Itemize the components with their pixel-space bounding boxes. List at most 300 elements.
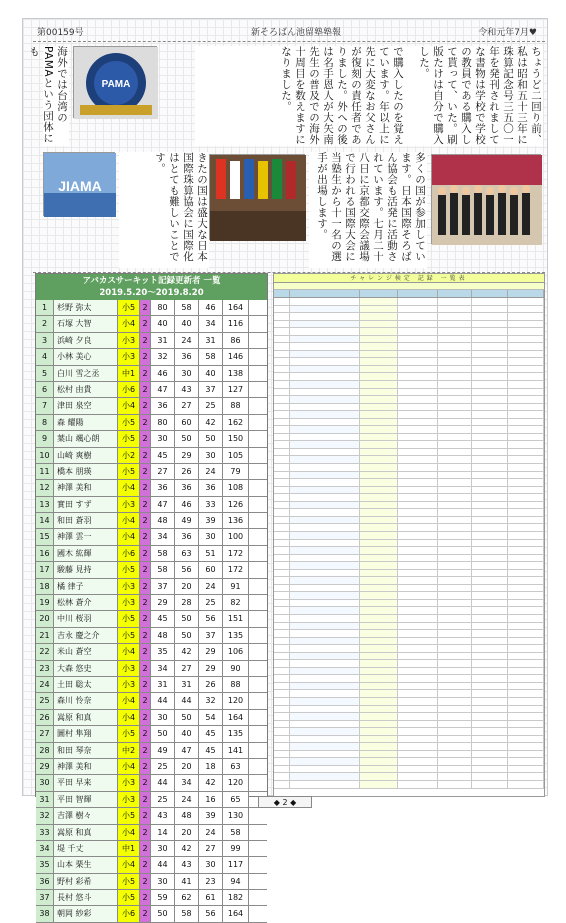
table-cell: 37 bbox=[199, 382, 223, 397]
table-cell: 小5 bbox=[118, 874, 140, 889]
table-cell: 24 bbox=[36, 677, 54, 692]
table-cell bbox=[274, 313, 290, 320]
table-cell bbox=[360, 419, 398, 426]
table-cell: 松村 由貴 bbox=[54, 382, 118, 397]
table-row bbox=[36, 513, 267, 529]
table-cell: 45 bbox=[151, 611, 175, 626]
table-cell: 2 bbox=[140, 480, 151, 495]
table-cell bbox=[438, 653, 472, 660]
table-cell: 49 bbox=[151, 743, 175, 758]
table-cell bbox=[508, 721, 544, 728]
table-cell: 37 bbox=[199, 628, 223, 643]
table-cell: 2 bbox=[140, 316, 151, 331]
table-cell: 80 bbox=[151, 300, 175, 315]
table-cell bbox=[438, 668, 472, 675]
table-cell: 58 bbox=[175, 300, 199, 315]
table-cell bbox=[274, 449, 290, 456]
table-cell: 2 bbox=[140, 595, 151, 610]
table-row bbox=[274, 434, 544, 442]
table-cell bbox=[438, 509, 472, 516]
table-cell: 33 bbox=[36, 825, 54, 840]
table-cell: 橘 律子 bbox=[54, 579, 118, 594]
table-cell: 44 bbox=[151, 857, 175, 872]
table-cell: 小5 bbox=[118, 726, 140, 741]
table-cell: 2 bbox=[140, 546, 151, 561]
table-cell bbox=[438, 343, 472, 350]
table-cell bbox=[398, 358, 438, 365]
table-cell bbox=[274, 396, 290, 403]
table-cell: 31 bbox=[151, 677, 175, 692]
table-cell bbox=[438, 373, 472, 380]
table-cell bbox=[274, 623, 290, 630]
table-row bbox=[274, 713, 544, 721]
table-cell bbox=[438, 351, 472, 358]
table-cell bbox=[398, 751, 438, 758]
table-cell: 小2 bbox=[118, 448, 140, 463]
table-cell bbox=[274, 766, 290, 773]
table-cell bbox=[290, 328, 360, 335]
table-cell bbox=[508, 328, 544, 335]
table-cell: 松林 蒼介 bbox=[54, 595, 118, 610]
table-cell: 88 bbox=[223, 677, 249, 692]
table-cell bbox=[438, 426, 472, 433]
table-cell bbox=[290, 298, 360, 305]
table-row bbox=[36, 431, 267, 447]
article-section bbox=[28, 41, 545, 273]
table-row bbox=[36, 677, 267, 693]
table-cell bbox=[438, 328, 472, 335]
table-cell: 39 bbox=[199, 808, 223, 823]
table-cell: 5 bbox=[36, 366, 54, 381]
table-cell: 小5 bbox=[118, 431, 140, 446]
table-cell: 17 bbox=[36, 562, 54, 577]
table-row bbox=[274, 298, 544, 306]
table-cell bbox=[472, 540, 508, 547]
table-cell: 橋本 朋瑛 bbox=[54, 464, 118, 479]
table-cell bbox=[398, 758, 438, 765]
table-cell bbox=[274, 570, 290, 577]
table-cell bbox=[290, 336, 360, 343]
table-cell bbox=[290, 675, 360, 682]
table-cell bbox=[398, 570, 438, 577]
table-cell: 2 bbox=[140, 743, 151, 758]
table-cell bbox=[472, 404, 508, 411]
table-cell bbox=[360, 328, 398, 335]
table-cell: 2 bbox=[140, 415, 151, 430]
table-cell: 小4 bbox=[118, 398, 140, 413]
table-cell: 135 bbox=[223, 628, 249, 643]
table-cell bbox=[438, 411, 472, 418]
table-cell bbox=[290, 660, 360, 667]
table-cell bbox=[508, 419, 544, 426]
table-cell bbox=[398, 456, 438, 463]
table-cell: 長村 悠斗 bbox=[54, 890, 118, 905]
table-cell: 172 bbox=[223, 562, 249, 577]
table-cell bbox=[360, 298, 398, 305]
table-cell bbox=[290, 411, 360, 418]
table-cell bbox=[472, 728, 508, 735]
table-cell: 62 bbox=[175, 890, 199, 905]
table-cell bbox=[398, 419, 438, 426]
table-cell: 2 bbox=[140, 857, 151, 872]
table-cell bbox=[508, 653, 544, 660]
table-cell bbox=[274, 675, 290, 682]
table-cell bbox=[438, 675, 472, 682]
table-cell bbox=[398, 540, 438, 547]
table-cell bbox=[508, 509, 544, 516]
table-cell bbox=[274, 592, 290, 599]
table-cell bbox=[472, 592, 508, 599]
table-row bbox=[36, 415, 267, 431]
table-cell: 48 bbox=[175, 808, 199, 823]
table-cell: 25 bbox=[151, 792, 175, 807]
table-cell bbox=[508, 690, 544, 697]
table-row bbox=[274, 645, 544, 653]
table-cell bbox=[290, 456, 360, 463]
table-cell bbox=[274, 540, 290, 547]
table-cell bbox=[290, 653, 360, 660]
table-cell: 2 bbox=[140, 759, 151, 774]
table-cell bbox=[274, 638, 290, 645]
table-row bbox=[274, 381, 544, 389]
table-cell: 50 bbox=[151, 726, 175, 741]
table-row bbox=[36, 825, 267, 841]
table-cell bbox=[274, 758, 290, 765]
table-cell bbox=[438, 396, 472, 403]
table-row bbox=[36, 595, 267, 611]
table-cell: 2 bbox=[140, 497, 151, 512]
table-row bbox=[274, 464, 544, 472]
table-cell bbox=[290, 758, 360, 765]
table-cell: 小3 bbox=[118, 333, 140, 348]
table-cell bbox=[360, 698, 398, 705]
table-cell: 小5 bbox=[118, 562, 140, 577]
table-cell bbox=[290, 630, 360, 637]
page-number[interactable]: ◆ 2 ◆ bbox=[258, 796, 312, 808]
table-cell bbox=[438, 728, 472, 735]
table-cell: 79 bbox=[223, 464, 249, 479]
table-cell bbox=[508, 472, 544, 479]
table-cell: 駿藤 見持 bbox=[54, 562, 118, 577]
table-cell bbox=[508, 713, 544, 720]
table-row bbox=[274, 600, 544, 608]
table-cell: 150 bbox=[223, 431, 249, 446]
table-cell bbox=[398, 494, 438, 501]
table-cell bbox=[508, 456, 544, 463]
table-cell: 30 bbox=[151, 841, 175, 856]
table-cell bbox=[438, 562, 472, 569]
table-cell bbox=[398, 585, 438, 592]
table-cell bbox=[290, 766, 360, 773]
table-cell: 小4 bbox=[118, 759, 140, 774]
table-cell bbox=[360, 675, 398, 682]
table-cell: 3 bbox=[36, 333, 54, 348]
table-cell: 164 bbox=[223, 710, 249, 725]
table-row bbox=[274, 426, 544, 434]
table-cell: 2 bbox=[140, 562, 151, 577]
table-cell: 2 bbox=[140, 366, 151, 381]
table-cell: 浜崎 夕良 bbox=[54, 333, 118, 348]
table-cell bbox=[508, 479, 544, 486]
jiama-logo bbox=[43, 152, 115, 216]
table-cell: 164 bbox=[223, 906, 249, 921]
table-cell: 平田 智輝 bbox=[54, 792, 118, 807]
table-cell bbox=[472, 600, 508, 607]
table-cell bbox=[508, 766, 544, 773]
table-cell: 27 bbox=[175, 398, 199, 413]
table-cell bbox=[398, 411, 438, 418]
table-cell bbox=[274, 494, 290, 501]
table-cell: 和田 蒼羽 bbox=[54, 513, 118, 528]
table-cell: 141 bbox=[223, 743, 249, 758]
table-cell bbox=[360, 766, 398, 773]
table-cell bbox=[508, 321, 544, 328]
table-row bbox=[274, 487, 544, 495]
table-cell: 60 bbox=[175, 415, 199, 430]
table-row bbox=[274, 555, 544, 563]
table-cell bbox=[508, 781, 544, 788]
table-cell bbox=[508, 570, 544, 577]
table-cell: 20 bbox=[36, 611, 54, 626]
table-row bbox=[274, 736, 544, 744]
table-cell: 61 bbox=[199, 890, 223, 905]
table-cell bbox=[472, 668, 508, 675]
table-cell bbox=[398, 389, 438, 396]
table-row bbox=[274, 570, 544, 578]
table-cell bbox=[360, 706, 398, 713]
table-cell: 82 bbox=[223, 595, 249, 610]
table-cell bbox=[508, 547, 544, 554]
table-cell: 47 bbox=[175, 743, 199, 758]
table-cell bbox=[274, 351, 290, 358]
table-cell bbox=[508, 562, 544, 569]
table-cell bbox=[360, 623, 398, 630]
table-cell bbox=[398, 373, 438, 380]
table-cell: 30 bbox=[199, 529, 223, 544]
table-cell bbox=[472, 487, 508, 494]
table-cell: 7 bbox=[36, 398, 54, 413]
table-cell: 中川 桜羽 bbox=[54, 611, 118, 626]
table-cell bbox=[360, 358, 398, 365]
table-cell bbox=[360, 773, 398, 780]
table-cell bbox=[472, 502, 508, 509]
table-cell bbox=[360, 381, 398, 388]
table-cell: 吉澤 樹々 bbox=[54, 808, 118, 823]
table-cell bbox=[398, 728, 438, 735]
table-cell: 31 bbox=[151, 333, 175, 348]
table-row bbox=[36, 349, 267, 365]
article-text-upper-right: ちょうど二回り前、私は昭和五十三年に珠算記念号三五〇一年を発刊されましてな書物は学校で学校の教員である購入して貰って、いた。刷版たけは自分で購入した。 bbox=[403, 46, 543, 146]
table-row bbox=[36, 497, 267, 513]
table-cell bbox=[472, 464, 508, 471]
table-cell: 小3 bbox=[118, 775, 140, 790]
table-row bbox=[274, 419, 544, 427]
table-cell: 40 bbox=[175, 316, 199, 331]
table-cell: 堤 千丈 bbox=[54, 841, 118, 856]
table-cell bbox=[508, 615, 544, 622]
table-cell bbox=[508, 358, 544, 365]
table-cell bbox=[508, 555, 544, 562]
table-cell: 36 bbox=[151, 398, 175, 413]
table-cell bbox=[290, 743, 360, 750]
table-cell bbox=[472, 306, 508, 313]
table-cell bbox=[290, 343, 360, 350]
table-cell bbox=[290, 555, 360, 562]
table-cell: 24 bbox=[199, 579, 223, 594]
table-cell: 162 bbox=[223, 415, 249, 430]
table-cell bbox=[360, 592, 398, 599]
table-cell bbox=[360, 449, 398, 456]
table-cell: 朝岡 紗彩 bbox=[54, 906, 118, 921]
table-cell bbox=[438, 419, 472, 426]
table-cell bbox=[360, 502, 398, 509]
table-row bbox=[274, 524, 544, 532]
table-cell bbox=[360, 411, 398, 418]
table-cell: 27 bbox=[151, 464, 175, 479]
table-cell bbox=[508, 487, 544, 494]
table-cell: 56 bbox=[175, 562, 199, 577]
table-cell: 31 bbox=[175, 677, 199, 692]
table-cell: 45 bbox=[199, 743, 223, 758]
table-cell: 45 bbox=[151, 448, 175, 463]
table-row bbox=[36, 890, 267, 906]
table-cell: 34 bbox=[199, 316, 223, 331]
table-cell: 26 bbox=[36, 710, 54, 725]
table-cell bbox=[274, 585, 290, 592]
table-row bbox=[36, 529, 267, 545]
table-cell: 2 bbox=[140, 677, 151, 692]
table-cell: 山本 栗生 bbox=[54, 857, 118, 872]
table-cell bbox=[290, 570, 360, 577]
table-row bbox=[36, 300, 267, 316]
table-cell bbox=[274, 630, 290, 637]
table-cell bbox=[290, 562, 360, 569]
table-cell bbox=[438, 713, 472, 720]
table-cell bbox=[398, 615, 438, 622]
table-cell bbox=[472, 577, 508, 584]
table-cell: 8 bbox=[36, 415, 54, 430]
table-row bbox=[274, 441, 544, 449]
table-cell bbox=[290, 479, 360, 486]
table-cell bbox=[398, 464, 438, 471]
table-cell bbox=[290, 449, 360, 456]
table-cell: 小5 bbox=[118, 300, 140, 315]
table-cell: 47 bbox=[151, 497, 175, 512]
table-cell bbox=[290, 426, 360, 433]
table-cell: 小3 bbox=[118, 677, 140, 692]
abacus-circuit-table bbox=[35, 273, 268, 919]
table-cell bbox=[472, 389, 508, 396]
table-cell: 50 bbox=[175, 431, 199, 446]
table-cell: 和田 琴奈 bbox=[54, 743, 118, 758]
table-cell bbox=[360, 464, 398, 471]
table-cell bbox=[274, 343, 290, 350]
table-cell: 14 bbox=[36, 513, 54, 528]
table-cell bbox=[508, 728, 544, 735]
table-cell bbox=[398, 351, 438, 358]
table-cell: 山崎 爽樹 bbox=[54, 448, 118, 463]
table-cell bbox=[472, 781, 508, 788]
table-cell bbox=[438, 441, 472, 448]
table-cell bbox=[274, 336, 290, 343]
table-cell bbox=[508, 298, 544, 305]
table-cell bbox=[438, 766, 472, 773]
table-cell: 50 bbox=[175, 611, 199, 626]
table-cell bbox=[274, 487, 290, 494]
table-cell bbox=[360, 668, 398, 675]
table-cell: 172 bbox=[223, 546, 249, 561]
table-row bbox=[36, 382, 267, 398]
table-cell bbox=[360, 713, 398, 720]
table-row bbox=[274, 773, 544, 781]
table-cell bbox=[472, 358, 508, 365]
table-cell bbox=[360, 434, 398, 441]
table-cell bbox=[360, 373, 398, 380]
table-cell bbox=[290, 615, 360, 622]
table-cell: 小3 bbox=[118, 661, 140, 676]
abacus-table-body bbox=[36, 300, 267, 923]
table-cell bbox=[438, 321, 472, 328]
table-cell: 91 bbox=[223, 579, 249, 594]
table-cell bbox=[438, 547, 472, 554]
table-cell bbox=[472, 509, 508, 516]
table-row bbox=[274, 607, 544, 615]
table-cell bbox=[274, 706, 290, 713]
table-cell bbox=[508, 396, 544, 403]
table-cell bbox=[508, 449, 544, 456]
table-cell bbox=[398, 713, 438, 720]
table-cell bbox=[398, 479, 438, 486]
table-cell bbox=[438, 645, 472, 652]
table-cell: 25 bbox=[151, 759, 175, 774]
table-cell bbox=[398, 547, 438, 554]
table-cell bbox=[274, 434, 290, 441]
table-cell: 嵩原 和真 bbox=[54, 825, 118, 840]
table-row bbox=[274, 751, 544, 759]
table-cell bbox=[438, 502, 472, 509]
table-cell: 19 bbox=[36, 595, 54, 610]
table-cell bbox=[438, 464, 472, 471]
table-cell bbox=[290, 517, 360, 524]
table-cell bbox=[274, 426, 290, 433]
table-cell bbox=[398, 532, 438, 539]
table-cell bbox=[360, 781, 398, 788]
table-cell bbox=[290, 404, 360, 411]
table-cell: 22 bbox=[36, 644, 54, 659]
table-cell: 50 bbox=[151, 906, 175, 921]
table-cell bbox=[438, 494, 472, 501]
table-cell bbox=[472, 585, 508, 592]
table-cell bbox=[508, 502, 544, 509]
table-cell bbox=[360, 426, 398, 433]
table-cell bbox=[274, 751, 290, 758]
table-row bbox=[274, 404, 544, 412]
table-cell: 120 bbox=[223, 693, 249, 708]
table-cell bbox=[438, 736, 472, 743]
table-row bbox=[274, 781, 544, 789]
table-row bbox=[36, 693, 267, 709]
pama-logo-text: PAMA bbox=[101, 79, 131, 90]
table-cell bbox=[438, 479, 472, 486]
table-cell: 56 bbox=[199, 906, 223, 921]
table-cell bbox=[360, 555, 398, 562]
table-cell: 吉永 慶之介 bbox=[54, 628, 118, 643]
table-cell bbox=[360, 321, 398, 328]
table-cell bbox=[398, 653, 438, 660]
table-cell bbox=[360, 758, 398, 765]
table-cell bbox=[290, 434, 360, 441]
table-cell: 11 bbox=[36, 464, 54, 479]
